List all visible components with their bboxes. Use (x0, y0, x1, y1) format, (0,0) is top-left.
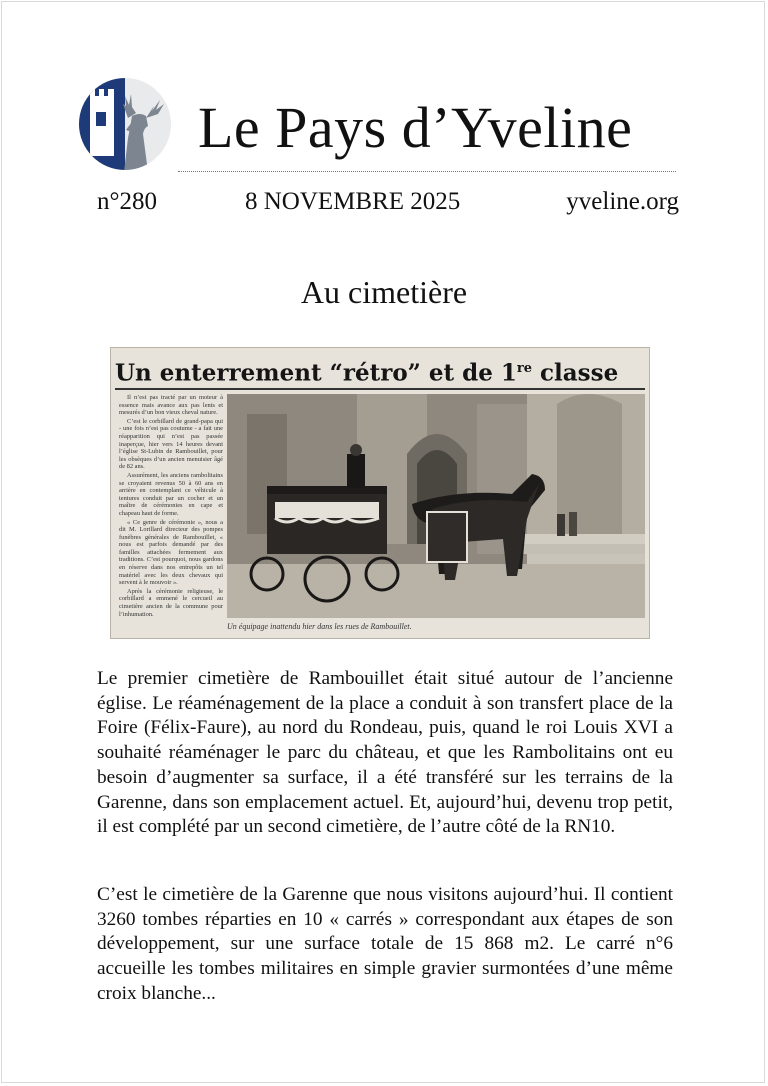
clipping-headline (115, 352, 645, 386)
clipping-rule (115, 388, 645, 390)
clipping-headline-main: Un enterrement “rétro” et de 1 (115, 359, 517, 387)
photo-caption: Un équipage inattendu hier dans les rues de Rambouillet. (227, 622, 412, 631)
newsletter-title: Le Pays d’Yveline (198, 95, 633, 160)
masthead-divider (178, 171, 676, 172)
clipping-headline-sup: re (516, 361, 533, 376)
issue-bar (97, 182, 679, 222)
clipping-paragraph: Il n’est pas tracté par un moteur à essence mais avance aux pas lents et mesurés d’un bon vieux cheval nature. (119, 394, 223, 417)
article-paragraph: Le premier cimetière de Rambouillet était situé autour de l’ancienne église. Le réaménagement de la place a conduit à son transfert place de la Foire (Félix-Faure), au nord du Rondeau, puis, quand le roi Louis XVI a souhaité réaménager le parc du château, et que les Rambolitains ont eu besoin d’augmenter sa surface, il a été transféré sur les terrains de la Garenne, dans son emplacement actuel. Et, aujourd’hui, devenu trop petit, il est complété par un second cimetière, de l’autre côté de la RN10. (97, 668, 673, 838)
hearse-photo (227, 394, 645, 618)
website-link[interactable]: yveline.org (566, 188, 679, 215)
clipping-headline-end: classe (532, 359, 619, 387)
stag-castle-logo-icon (76, 76, 174, 172)
issue-number: n°280 (97, 188, 157, 215)
clipping-paragraph: « Ce genre de cérémonie », nous a dit M. Lorillard directeur des pompes funèbres générales de Rambouillet, « nous est parfois demandé par des familles attachées fermement aux traditions. C’est pourquoi, nous gardons en réserve dans nos entrepôts un tel matériel avec les deux chevaux qui servent à le mouvoir ». (119, 518, 223, 587)
article-title: Au cimetière (300, 274, 468, 310)
clipping-paragraph: Assurément, les anciens rambolitains se croyaient revenus 50 à 60 ans en arrière en contemplant ce véhicule à tentures conduit par un cocher et un maître de cérémonies en cape et chapeau haut de forme. (119, 471, 223, 517)
issue-date: 8 NOVEMBRE 2025 (245, 188, 461, 215)
article-paragraph: C’est le cimetière de la Garenne que nous visitons aujourd’hui. Il contient 3260 tombes réparties en 10 « carrés » correspondant aux étapes de son développement, sur une surface totale de 15 868 m2. Le carré n°6 accueille les tombes militaires en simple gravier surmontées d’une même croix blanche... (97, 884, 673, 1004)
clipping-paragraph: C’est le corbillard de grand-papa qui - une fois n’est pas coutume - a fait une réapparition qui n’est pas passée inaperçue, hier vers 14 heures devant l’église St-Lubin de Rambouillet, pour les obsèques d’un ancien menuisier âgé de 82 ans. (119, 417, 223, 471)
clipping-text-column (119, 394, 223, 630)
newspaper-clipping (110, 347, 650, 639)
clipping-paragraph: Après la cérémonie religieuse, le corbillard a emmené le cercueil au cimetière ancien de la commune pour l’inhumation. (119, 587, 223, 618)
